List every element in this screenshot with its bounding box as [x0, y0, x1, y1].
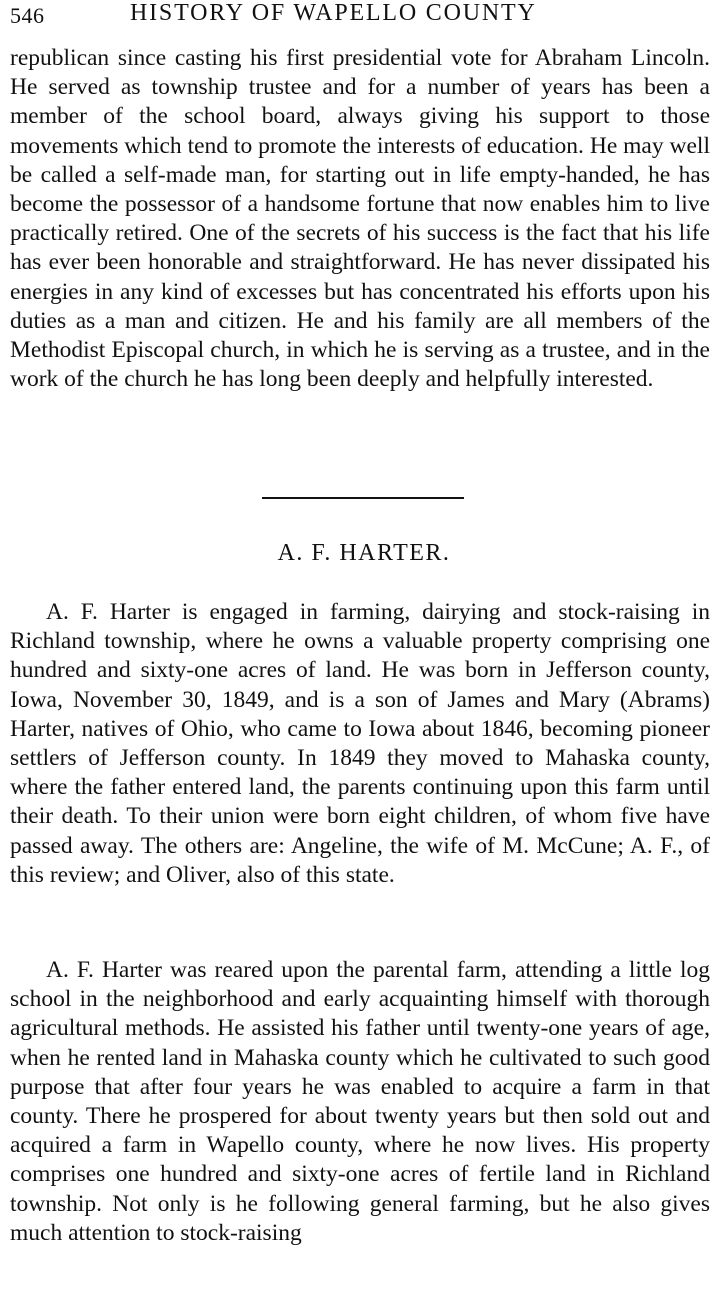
- section-heading: A. F. HARTER.: [277, 540, 451, 566]
- running-head: [10, 0, 710, 30]
- biography-paragraph-1: A. F. Harter is engaged in farming, dairying and stock-raising in Richland township, where he owns a valuable property comprising one hundred and sixty-one acres of land. He was born in Jefferson county, Iowa, November 30, 1849, and is a son of James and Mary (Abrams) Harter, natives of Ohio, who came to Iowa about 1846, becoming pioneer settlers of Jefferson county. In 1849 they moved to Mahaska county, where the father entered land, the parents continuing upon this farm until their death. To their union were born eight children, of whom five have passed away. The others are: Angeline, the wife of M. McCune; A. F., of this review; and Oliver, also of this state.: [10, 599, 710, 888]
- page-number: 546: [10, 3, 45, 28]
- section-divider: [262, 497, 464, 499]
- biography-paragraph-2: A. F. Harter was reared upon the parental farm, attending a little log school in the neighborhood and early acquainting himself with thorough agricultural methods. He assisted his father until twenty-one years of age, when he rented land in Mahaska county which he cultivated to such good purpose that after four years he was enabled to acquire a farm in that county. There he prospered for about twenty years but then sold out and acquired a farm in Wapello county, where he now lives. His property comprises one hundred and sixty-one acres of fertile land in Richland township. Not only is he following general farming, but he also gives much attention to stock-raising: [10, 957, 710, 1246]
- continued-paragraph: republican since casting his first presidential vote for Abraham Lincoln. He served as township trustee and for a number of years has been a member of the school board, always giving his support to those movements which tend to promote the interests of education. He may well be called a self-made man, for starting out in life empty-handed, he has become the possessor of a handsome fortune that now enables him to live practically retired. One of the secrets of his success is the fact that his life has ever been honorable and straightforward. He has never dissipated his energies in any kind of excesses but has concentrated his efforts upon his duties as a man and citizen. He and his family are all members of the Methodist Episcopal church, in which he is serving as a trustee, and in the work of the church he has long been deeply and helpfully interested.: [10, 45, 710, 393]
- running-title: HISTORY OF WAPELLO COUNTY: [130, 0, 537, 26]
